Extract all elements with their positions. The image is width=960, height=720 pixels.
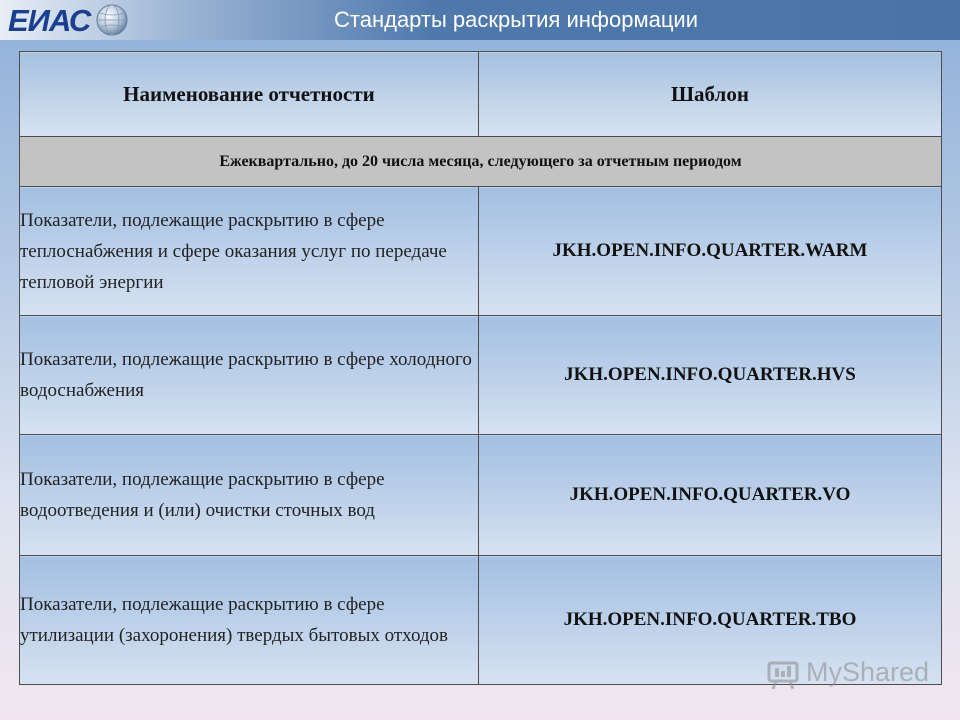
indicator-cell: Показатели, подлежащие раскрытию в сфере холодного водоснабжения bbox=[20, 316, 479, 435]
table-row bbox=[20, 316, 942, 435]
standards-table bbox=[19, 51, 942, 685]
indicator-cell: Показатели, подлежащие раскрытию в сфере водоотведения и (или) очистки сточных вод bbox=[20, 435, 479, 556]
logo-text: ЕИАС bbox=[8, 3, 91, 38]
period-note: Ежеквартально, до 20 числа месяца, следующего за отчетным периодом bbox=[20, 137, 942, 187]
watermark-text: MyShared bbox=[806, 657, 930, 687]
table-header-row bbox=[20, 52, 942, 137]
header-bar bbox=[0, 0, 960, 40]
period-row bbox=[20, 137, 942, 187]
template-cell: JKH.OPEN.INFO.QUARTER.TBO bbox=[478, 556, 941, 685]
table-row bbox=[20, 187, 942, 316]
indicator-cell: Показатели, подлежащие раскрытию в сфере теплоснабжения и сфере оказания услуг по передаче тепловой энергии bbox=[20, 187, 479, 316]
logo bbox=[6, 3, 136, 37]
page-title: Стандарты раскрытия информации bbox=[334, 7, 699, 32]
column-header-template: Шаблон bbox=[478, 52, 941, 137]
indicator-cell: Показатели, подлежащие раскрытию в сфере утилизации (захоронения) твердых бытовых отходов bbox=[20, 556, 479, 685]
column-header-report-name: Наименование отчетности bbox=[20, 52, 479, 137]
template-cell: JKH.OPEN.INFO.QUARTER.VO bbox=[478, 435, 941, 556]
template-cell: JKH.OPEN.INFO.QUARTER.WARM bbox=[478, 187, 941, 316]
watermark bbox=[766, 656, 936, 692]
presentation-icon bbox=[766, 658, 800, 690]
template-cell: JKH.OPEN.INFO.QUARTER.HVS bbox=[478, 316, 941, 435]
table-row bbox=[20, 435, 942, 556]
globe-icon bbox=[96, 4, 128, 36]
